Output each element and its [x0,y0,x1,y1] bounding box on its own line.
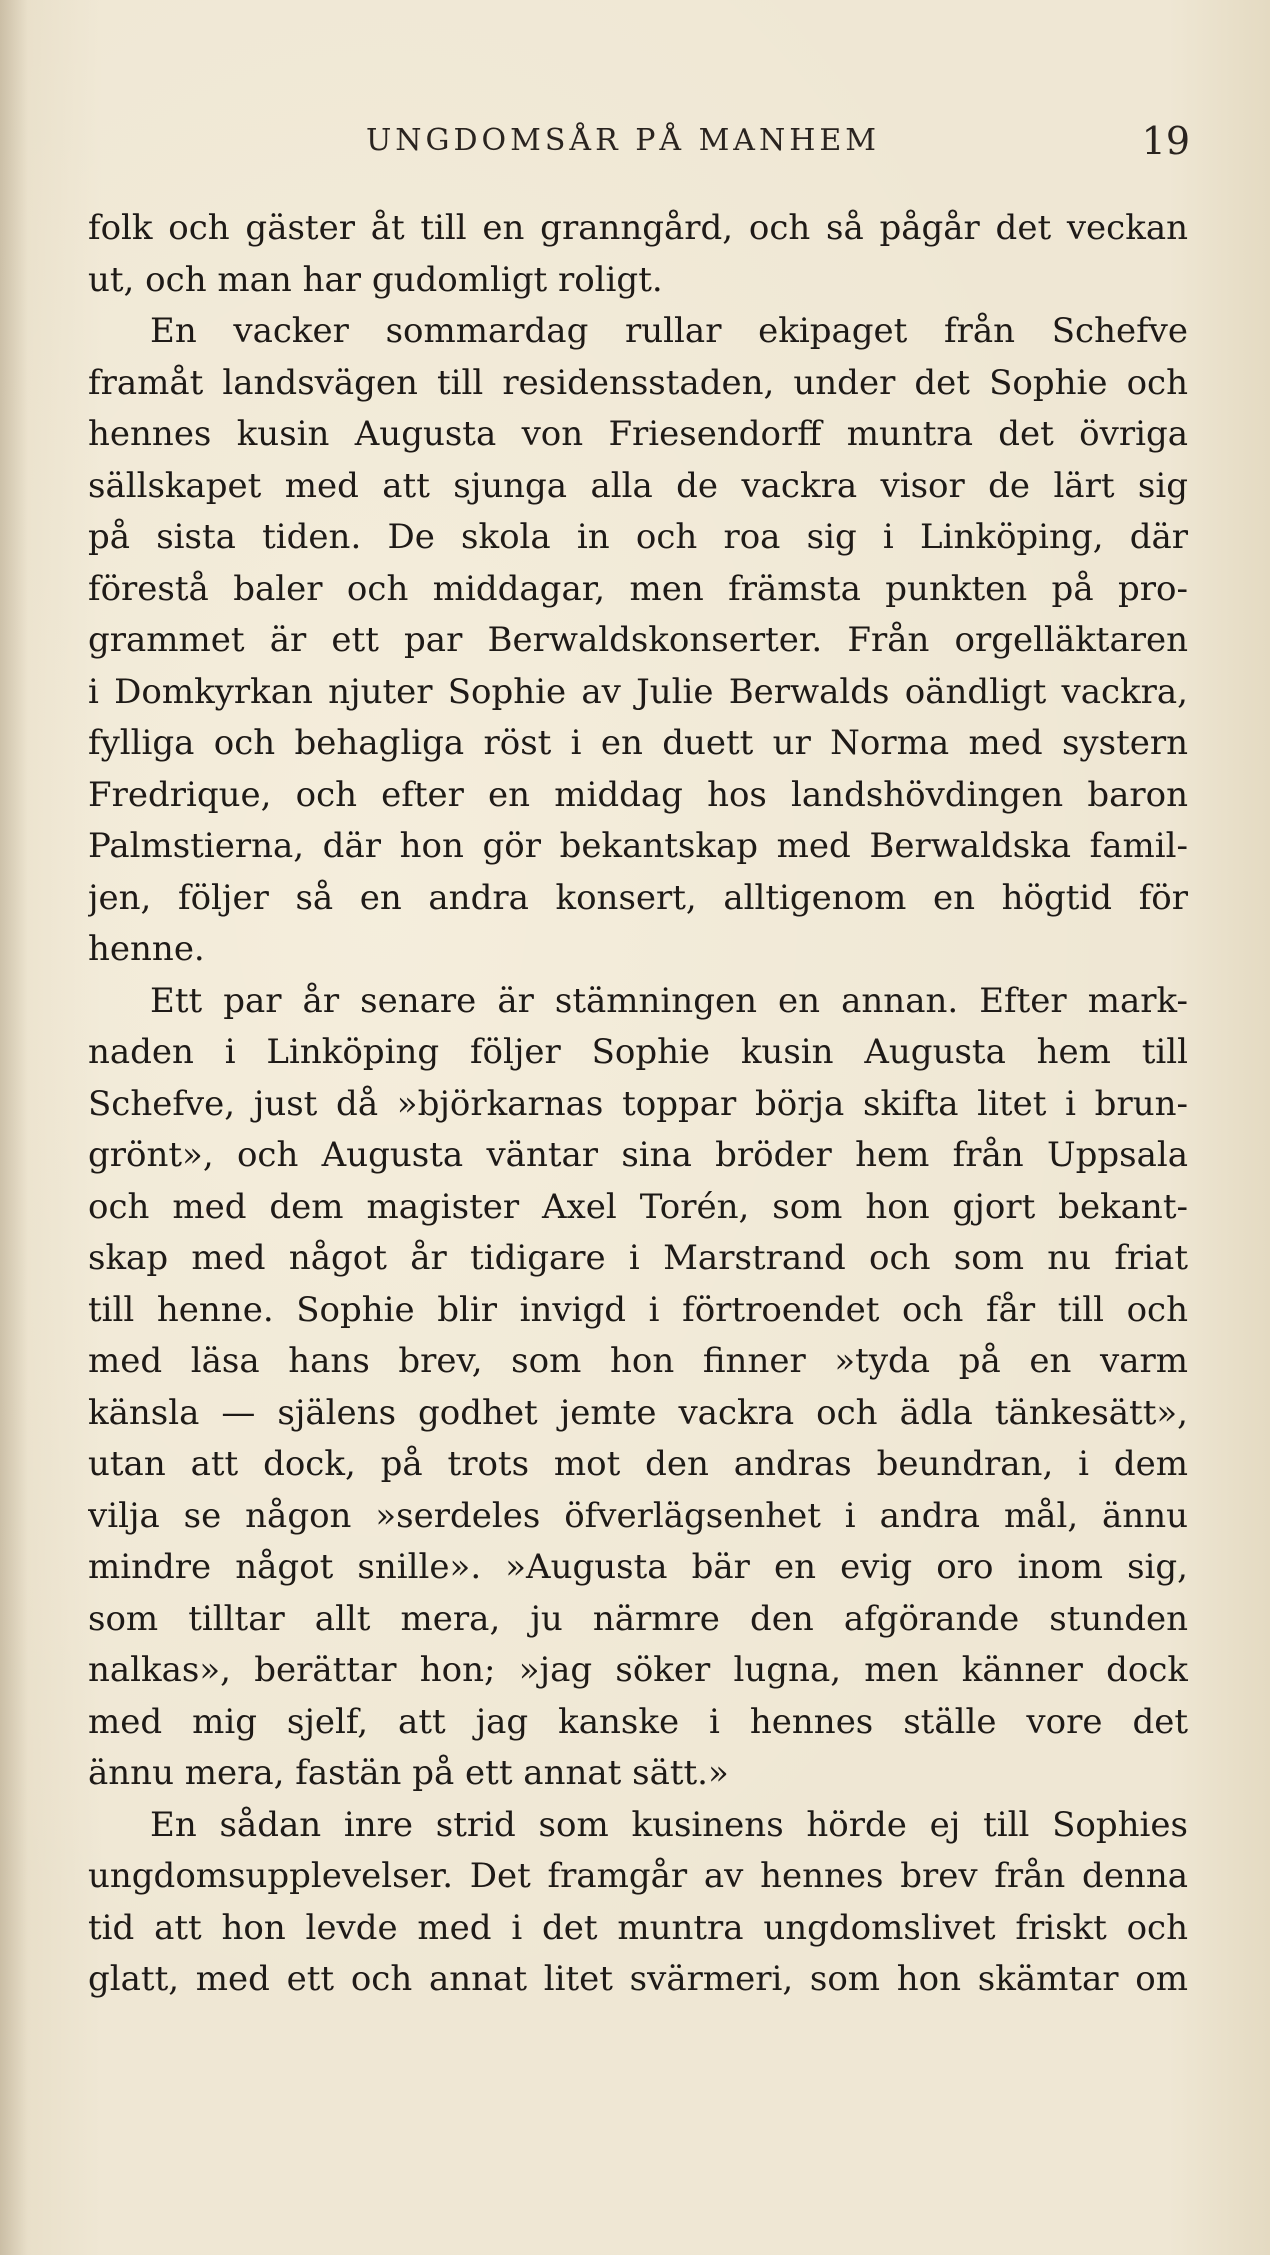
text-line: vilja se någon »serdeles öfverlägsenhet i andra mål, ännu [88,1495,1188,1536]
text-line: skap med något år tidigare i Marstrand och som nu friat [88,1238,1188,1278]
text-line: henne. [88,929,205,969]
text-line: fylliga och behagliga röst i en duett ur Norma med systern [88,723,1188,763]
text-line: till henne. Sophie blir invigd i förtroendet och får till och [88,1289,1188,1330]
text-line: Fredrique, och efter en middag hos landshövdingen baron [88,774,1188,815]
text-line: Ett par år senare är stämningen en annan. Efter mark- [150,980,1188,1021]
text-line: som tilltar allt mera, ju närmre den afgörande stunden [88,1598,1188,1639]
text-line: utan att dock, på trots mot den andras beundran, i dem [88,1444,1188,1484]
text-line: Schefve, just då »björkarnas toppar börja skifta litet i brun- [88,1083,1188,1124]
text-line: ännu mera, fastän på ett annat sätt.» [88,1753,729,1793]
text-line: i Domkyrkan njuter Sophie av Julie Berwalds oändligt vackra, [88,671,1188,712]
text-line: glatt, med ett och annat litet svärmeri, som hon skämtar om [88,1959,1188,1999]
text-line: ungdomsupplevelser. Det framgår av hennes brev från denna [88,1856,1188,1896]
running-head [80,116,1190,166]
text-line: jen, följer så en andra konsert, alltigenom en högtid för [88,877,1188,918]
text-line: förestå baler och middagar, men främsta punkten på pro- [88,568,1188,609]
text-line: och med dem magister Axel Torén, som hon gjort bekant- [88,1186,1188,1227]
text-line: naden i Linköping följer Sophie kusin Augusta hem till [88,1032,1188,1072]
text-line: hennes kusin Augusta von Friesendorff muntra det övriga [88,414,1188,454]
text-line: framåt landsvägen till residensstaden, under det Sophie och [88,362,1188,403]
text-line: nalkas», berättar hon; »jag söker lugna, men känner dock [88,1650,1188,1690]
text-line: sällskapet med att sjunga alla de vackra visor de lärt sig [88,465,1188,506]
text-line: En sådan inre strid som kusinens hörde ej till Sophies [150,1804,1188,1845]
text-line: med läsa hans brev, som hon finner »tyda på en varm [88,1341,1188,1381]
page-number: 19 [1141,119,1190,163]
text-line: känsla — själens godhet jemte vackra och ädla tänkesätt», [88,1392,1188,1433]
text-line: grammet är ett par Berwaldskonserter. Från orgelläktaren [88,620,1188,660]
binding-shadow [0,0,28,2255]
text-line: mindre något snille». »Augusta bär en evig oro inom sig, [88,1547,1188,1587]
body-text [88,203,1188,2006]
text-line: med mig sjelf, att jag kanske i hennes ställe vore det [88,1701,1188,1742]
text-line: tid att hon levde med i det muntra ungdomslivet friskt och [88,1907,1188,1948]
text-line: Palmstierna, där hon gör bekantskap med Berwaldska famil- [88,826,1188,866]
text-line: En vacker sommardag rullar ekipaget från Schefve [150,311,1188,351]
running-title: UNGDOMSÅR PÅ MANHEM [366,123,881,158]
text-line: folk och gäster åt till en granngård, och så pågår det veckan [88,208,1188,248]
text-line: ut, och man har gudomligt roligt. [88,259,663,300]
text-line: på sista tiden. De skola in och roa sig i Linköping, där [88,517,1188,557]
text-line: grönt», och Augusta väntar sina bröder hem från Uppsala [88,1135,1188,1175]
